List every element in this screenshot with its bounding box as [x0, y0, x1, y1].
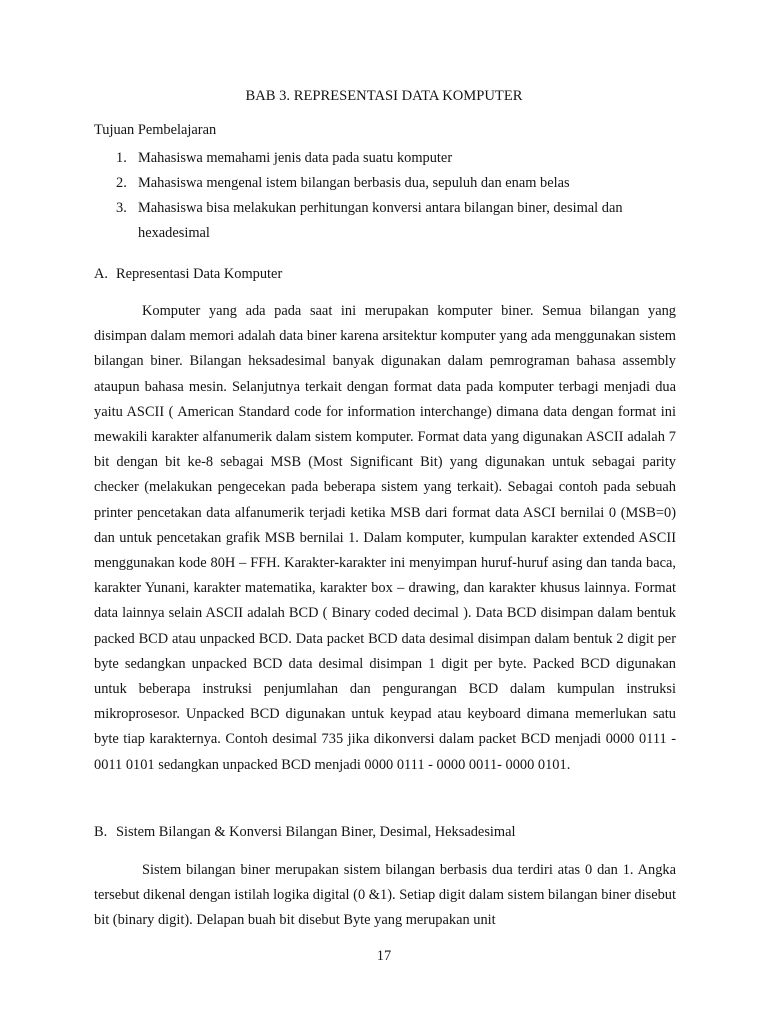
- objective-number: 2.: [116, 175, 127, 191]
- objective-item: [116, 171, 676, 196]
- section-b-title: Sistem Bilangan & Konversi Bilangan Biner, Desimal, Heksadesimal: [116, 824, 516, 840]
- section-a-heading: [94, 265, 282, 283]
- objective-item: [116, 196, 676, 246]
- objective-number: 1.: [116, 150, 127, 166]
- section-b-letter: B.: [94, 824, 108, 840]
- section-b-paragraph: Sistem bilangan biner merupakan sistem bilangan berbasis dua terdiri atas 0 dan 1. Angka tersebut dikenal dengan istilah logika digital (0 &1). Setiap digit dalam sistem bilangan biner disebut bit (binary digit). Delapan buah bit disebut Byte yang merupakan unit: [94, 862, 676, 929]
- objective-text: Mahasiswa mengenal istem bilangan berbasis dua, sepuluh dan enam belas: [138, 175, 570, 191]
- objective-number: 3.: [116, 200, 127, 216]
- objective-text: Mahasiswa memahami jenis data pada suatu komputer: [138, 150, 453, 166]
- page-number: 17: [376, 948, 392, 964]
- objectives-list: [116, 146, 676, 246]
- objective-item: [116, 146, 676, 171]
- section-a-title: Representasi Data Komputer: [116, 266, 283, 282]
- chapter-title: BAB 3. REPRESENTASI DATA KOMPUTER: [245, 88, 523, 104]
- section-a-paragraph: Komputer yang ada pada saat ini merupakan komputer biner. Semua bilangan yang disimpan dalam memori adalah data biner karena arsitektur komputer yang ada menggunakan sistem bilangan biner. Bilangan heksadesimal banyak digunakan dalam pemrograman bahasa assembly ataupun bahasa mesin. Selanjutnya terkait dengan format data pada komputer terbagi menjadi dua yaitu ASCII ( American Standard code for information interchange) dimana data dengan format ini mewakili karakter alfanumerik dalam sistem komputer. Format data yang digunakan ASCII adalah 7 bit dengan bit ke-8 sebagai MSB (Most Significant Bit) yang digunakan untuk sebagai parity checker (melakukan pengecekan pada beberapa sistem yang terkait). Sebagai contoh pada sebuah printer pencetakan data alfanumerik terjadi ketika MSB dari format data ASCI bernilai 0 (MSB=0) dan untuk pencetakan grafik MSB bernilai 1. Dalam komputer, kumpulan karakter extended ASCII menggunakan kode 80H – FFH. Karakter-karakter ini menyimpan huruf-huruf asing dan tanda baca, karakter Yunani, karakter matematika, karakter box – drawing, dan karakter khusus lainnya. Format data lainnya selain ASCII adalah BCD ( Binary coded decimal ). Data BCD disimpan dalam bentuk packed BCD atau unpacked BCD. Data packet BCD data desimal disimpan dalam bentuk 2 digit per byte sedangkan unpacked BCD data desimal disimpan 1 digit per byte. Packed BCD digunakan untuk beberapa instruksi penjumlahan dan pengurangan BCD dalam kumpulan instruksi mikroprosesor. Unpacked BCD digunakan untuk keypad atau keyboard dimana memerlukan satu byte tiap karakternya. Contoh desimal 735 jika dikonversi dalam packet BCD menjadi 0000 0111 - 0011 0101 sedangkan unpacked BCD menjadi 0000 0111 - 0000 0011- 0000 0101.: [94, 303, 676, 773]
- section-b-heading: [94, 823, 516, 841]
- objectives-heading: Tujuan Pembelajaran: [94, 122, 217, 138]
- objective-text: Mahasiswa bisa melakukan perhitungan konversi antara bilangan biner, desimal dan hexadesimal: [138, 200, 623, 241]
- section-a-letter: A.: [94, 266, 108, 282]
